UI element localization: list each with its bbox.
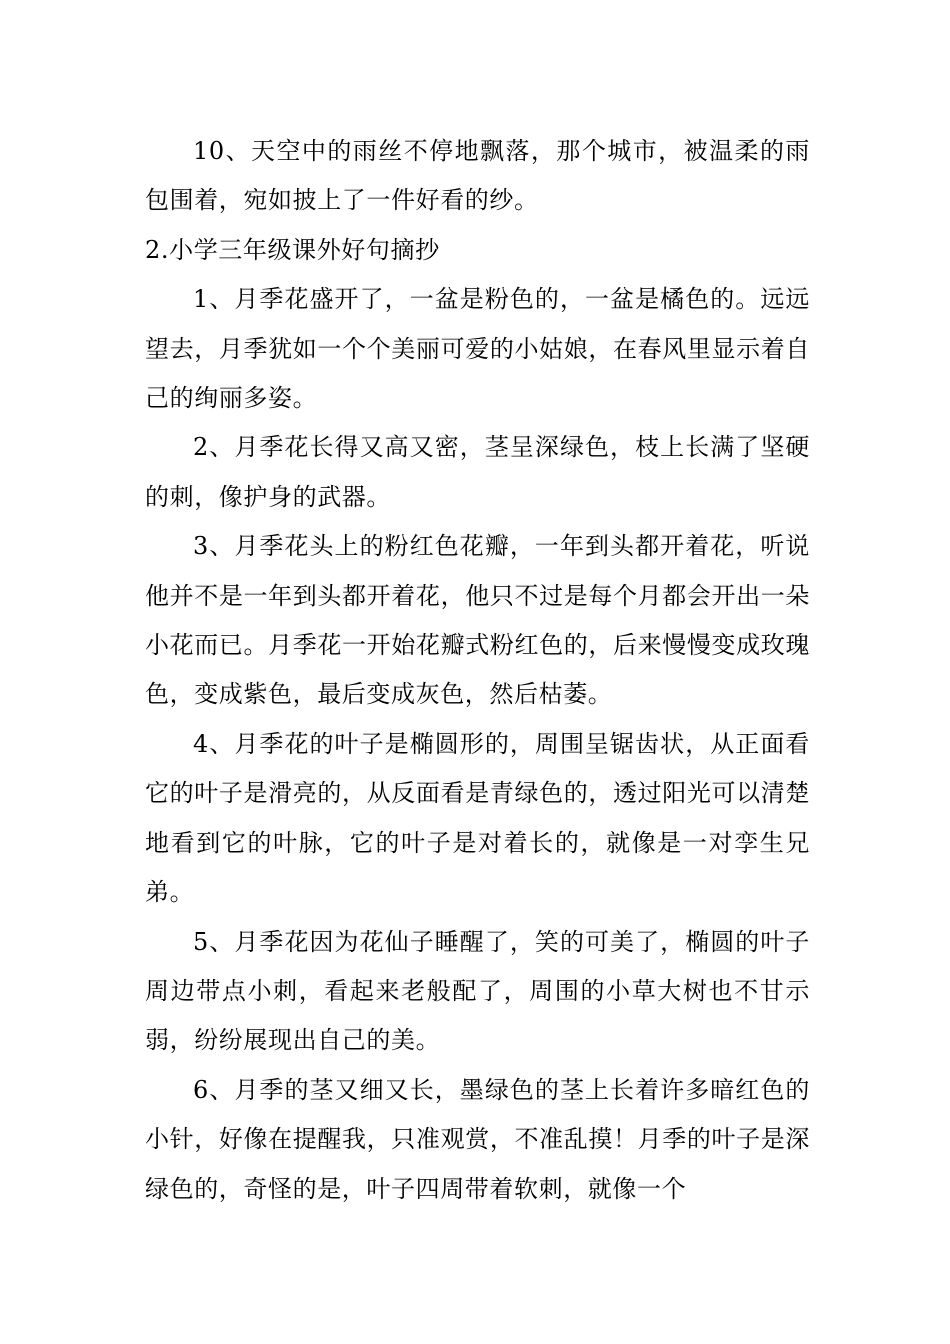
paragraph-item-1: 1、月季花盛开了，一盆是粉色的，一盆是橘色的。远远望去，月季犹如一个个美丽可爱的小姑娘，在春风里显示着自己的绚丽多姿。 xyxy=(145,285,810,413)
paragraph-item-3: 3、月季花头上的粉红色花瓣，一年到头都开着花，听说他并不是一年到头都开着花，他只不过是每个月都会开出一朵小花而已。月季花一开始花瓣式粉红色的，后来慢慢变成玫瑰色，变成紫色，最后变成灰色，然后枯萎。 xyxy=(145,532,810,709)
document-body xyxy=(145,127,810,1214)
paragraph-item-5: 5、月季花因为花仙子睡醒了，笑的可美了，椭圆的叶子周边带点小刺，看起来老般配了，周围的小草大树也不甘示弱，纷纷展现出自己的美。 xyxy=(145,927,810,1055)
section-heading: 2.小学三年级课外好句摘抄 xyxy=(145,235,440,264)
paragraph-item-6: 6、月季的茎又细又长，墨绿色的茎上长着许多暗红色的小针，好像在提醒我，只准观赏，不准乱摸！月季的叶子是深绿色的，奇怪的是，叶子四周带着软刺，就像一个 xyxy=(145,1075,810,1203)
paragraph-item-10-rain: 10、天空中的雨丝不停地飘落，那个城市，被温柔的雨包围着，宛如披上了一件好看的纱。 xyxy=(145,137,810,215)
paragraph-item-4: 4、月季花的叶子是椭圆形的，周围呈锯齿状，从正面看它的叶子是滑亮的，从反面看是青绿色的，透过阳光可以清楚地看到它的叶脉，它的叶子是对着长的，就像是一对孪生兄弟。 xyxy=(145,729,810,907)
paragraph-item-2: 2、月季花长得又高又密，茎呈深绿色，枝上长满了坚硬的刺，像护身的武器。 xyxy=(145,433,810,511)
